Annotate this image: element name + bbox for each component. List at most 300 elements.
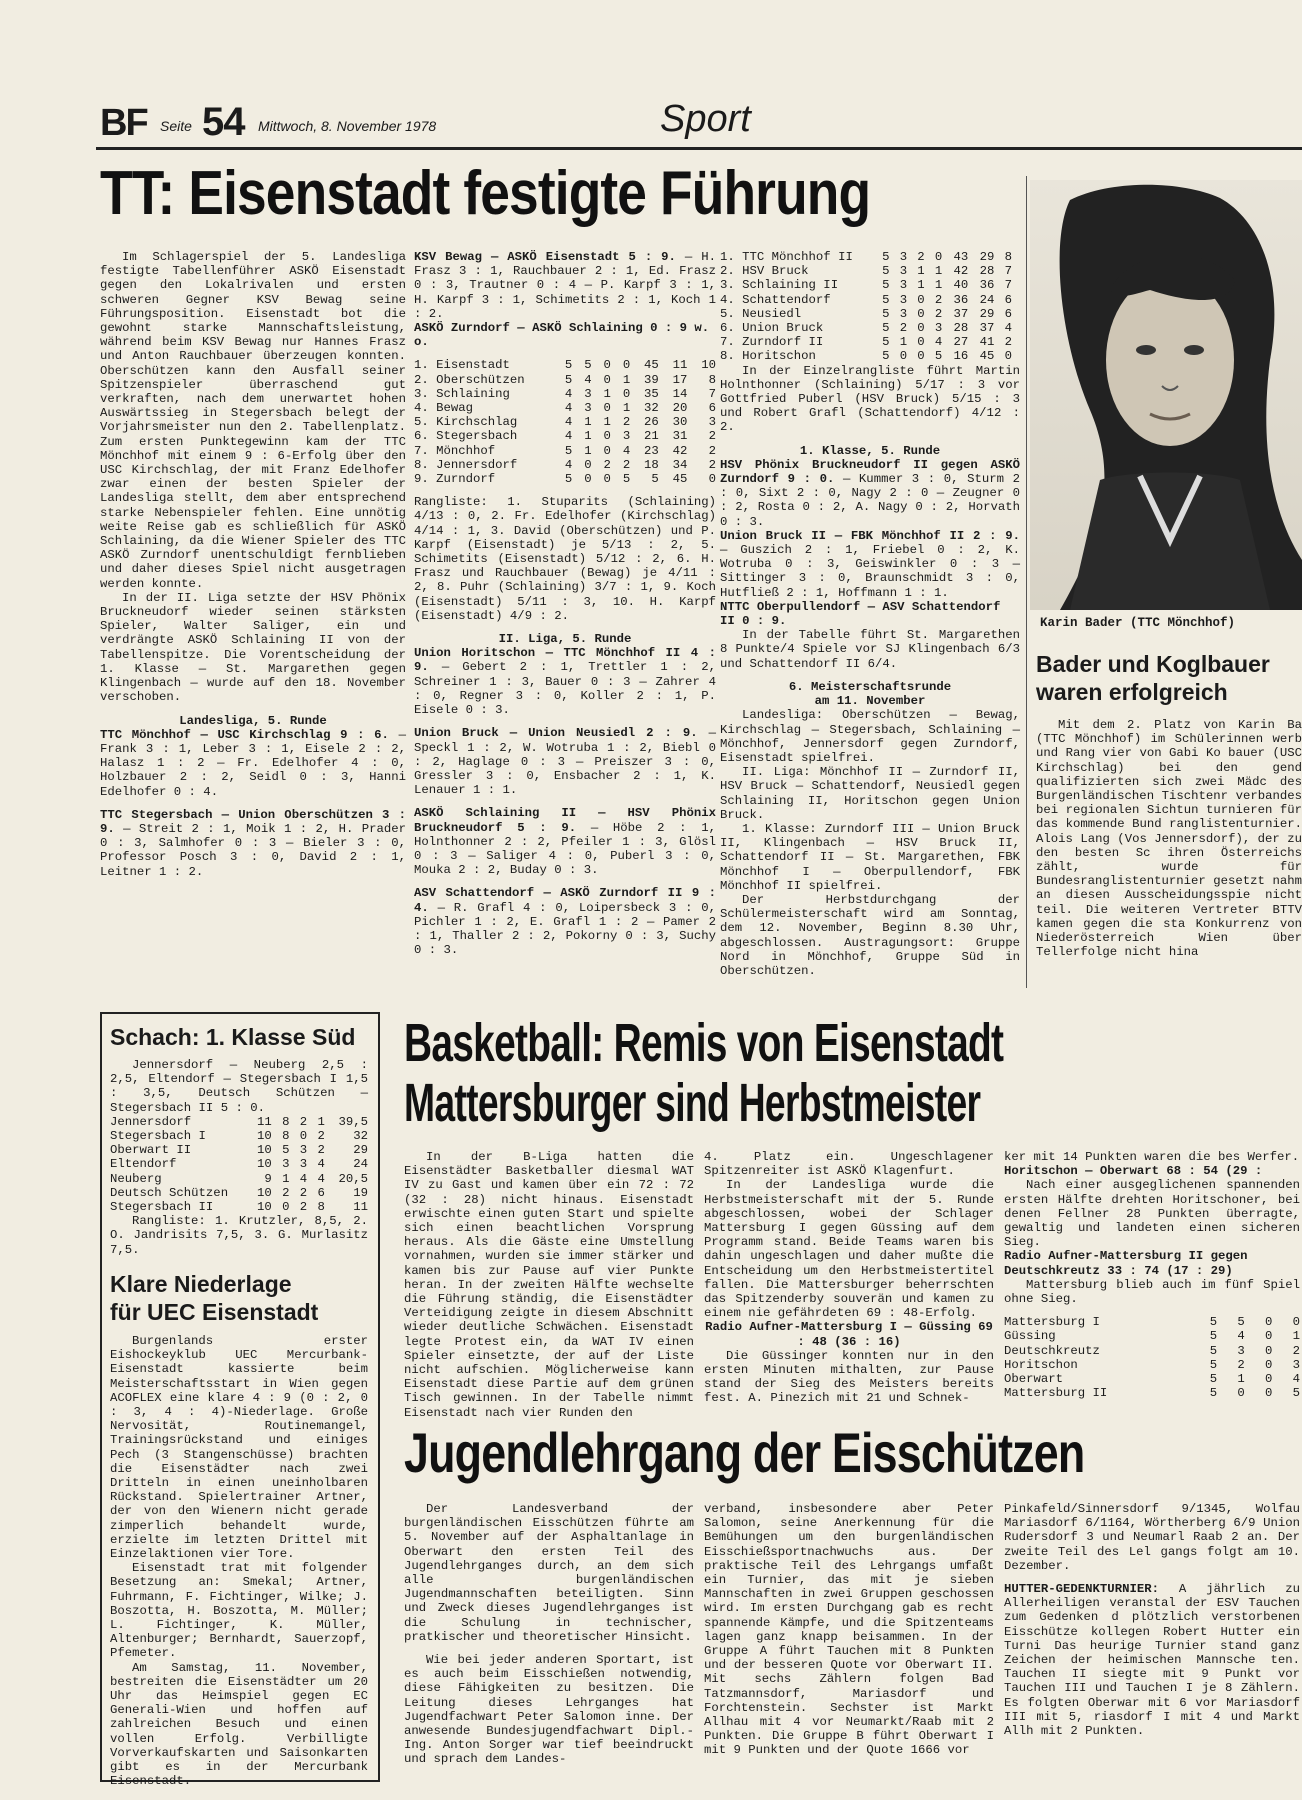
stat-cell: 1 bbox=[934, 278, 943, 293]
stat-cell: 5 bbox=[882, 306, 890, 321]
stat-cell: 0 bbox=[584, 472, 592, 487]
stat-cell: 2 bbox=[934, 292, 943, 307]
eisschuetzen-headline: Jugendlehrgang der Eisschützen bbox=[404, 1421, 1085, 1484]
team-name-cell: Deutsch Schützen bbox=[110, 1185, 229, 1200]
team-name-cell: Deutschkreutz bbox=[1004, 1343, 1100, 1358]
stat-cell: 23 bbox=[644, 443, 659, 458]
stat-cell: 4 bbox=[564, 457, 573, 472]
masthead bbox=[100, 96, 1300, 146]
stat-cell: 35 bbox=[644, 386, 659, 401]
portrait-illustration bbox=[1030, 180, 1302, 610]
stat-cell: 5 bbox=[1209, 1315, 1218, 1330]
stat-cell: 24 bbox=[979, 292, 995, 307]
stat-cell: 45 bbox=[979, 349, 995, 364]
stat-cell: 26 bbox=[644, 415, 659, 430]
tt-match-title: HSV Phönix Bruckneudorf II gegen ASKÖ Zurndorf 9 : 0. bbox=[720, 457, 1020, 487]
stat-cell: 0 bbox=[622, 386, 631, 401]
standings-row bbox=[110, 1143, 368, 1157]
stat-cell: 0 bbox=[603, 358, 611, 373]
team-name-cell: 8. Horitschon bbox=[720, 349, 816, 364]
tt-einzelrangliste: In der Einzelrangliste führt Martin Holnthonner (Schlaining) 5/17 : 3 vor Gottfried Puberl (HSV Bruck) 5/15 : 3 und Robert Grafl (Schattendorf) 4/12 : 2. bbox=[720, 363, 1020, 435]
stat-cell: 2 bbox=[708, 429, 716, 444]
stat-cell: 5 bbox=[1292, 1386, 1300, 1401]
stat-cell: 10 bbox=[257, 1185, 272, 1200]
stat-cell: 8 bbox=[282, 1129, 290, 1144]
stat-cell: 3 bbox=[934, 321, 943, 336]
tt-match-title: TTC Mönchhof — USC Kirchschlag 9 : 6. bbox=[100, 727, 389, 742]
stat-cell: 37 bbox=[979, 321, 995, 336]
standings-row bbox=[110, 1157, 368, 1171]
hockey-headline-line-2: für UEC Eisenstadt bbox=[110, 1299, 319, 1325]
tt-match-title: ASKÖ Zurndorf — ASKÖ Schlaining 0 : 9 w. o. bbox=[414, 321, 710, 350]
stat-cell: 1 bbox=[584, 443, 592, 458]
stat-cell: 4 bbox=[564, 386, 573, 401]
stat-cell: 0 bbox=[917, 321, 925, 336]
standings-row bbox=[414, 458, 716, 472]
bf-logo: BF bbox=[100, 102, 147, 144]
standings-row bbox=[720, 264, 1012, 278]
stat-cell: 4 bbox=[622, 443, 631, 458]
stat-cell: 28 bbox=[979, 264, 995, 279]
eisschuetzen-col1-p1: Der Landesverband der burgenländischen Eisschützen führte am 5. November auf der Asphaltanlage in Oberwart den ersten Teil des Jugendlehrganges durch, an dem sich alle burgenländischen Jugendmannschaften beteiligten. Sinn und Zweck dieses Jugendlehrganges ist die Schulung in technischer, pratkischer und theoretischer Hinsicht. bbox=[404, 1502, 694, 1644]
tt-landesliga-subhead: Landesliga, 5. Runde bbox=[179, 713, 327, 728]
team-name-cell: 5. Kirchschlag bbox=[414, 415, 518, 430]
stat-cell: 5 bbox=[882, 278, 890, 293]
basketball-match-title: Horitschon — Oberwart 68 : 54 (29 : bbox=[1004, 1164, 1263, 1179]
stat-cell: 39 bbox=[644, 372, 659, 387]
stat-cell: 2 bbox=[1237, 1357, 1245, 1372]
stat-cell: 1 bbox=[934, 264, 943, 279]
stat-cell: 0 bbox=[708, 472, 716, 487]
stat-cell: 1 bbox=[603, 386, 611, 401]
stat-cell: 5 bbox=[882, 292, 890, 307]
basketball-col2-p3: Die Güssinger konnten nur in den ersten Minuten mithalten, zur Pause stand der Sieg des Meisters bereits fest. A. Pinezich mit 21 und Schnek- bbox=[704, 1348, 994, 1406]
hockey-p1: Burgenlands erster Eishockeyklub UEC Mercurbank-Eisenstadt kassierte beim Meisterschaftsstart in Wien gegen ACOFLEX eine klare 4 : 9 (0 : 2, 0 : 3, 4 : 4)-Niederlage. Große Nervosität, Routinemangel, Trainingsrückstand und einiges Pech (3 Stangenschüsse) brachten die Eisenstädter nach zwei Dritteln in einen uneinholbaren Rückstand. Spielertrainer Artner, der von den Wienern nicht gerade zimperlich behandelt wurde, erzielte im letzten Drittel mit Einzelaktionen vier Tore. bbox=[110, 1334, 368, 1562]
standings-row bbox=[414, 444, 716, 458]
stat-cell: 1 bbox=[899, 335, 908, 350]
team-name-cell: Mattersburg II bbox=[1004, 1386, 1108, 1401]
eisschuetzen-column-2 bbox=[704, 1502, 994, 1758]
stat-cell: 5 bbox=[934, 349, 943, 364]
team-name-cell: 2. HSV Bruck bbox=[720, 264, 809, 279]
team-name-cell: Stegersbach II bbox=[110, 1200, 214, 1215]
stat-cell: 4 bbox=[299, 1171, 308, 1186]
stat-cell: 2 bbox=[317, 1143, 325, 1158]
team-name-cell: 7. Mönchhof bbox=[414, 443, 496, 458]
eisschuetzen-column-3 bbox=[1004, 1502, 1300, 1738]
basketball-col1-text: In der B-Liga hatten die Eisenstädter Basketballer diesmal WAT IV zu Gast und kamen über ein 72 : 72 (32 : 28) nicht hinaus. Eisenstadt erwischte einen guten Start und spielte sich einen beachtlichen Vorsprung heraus. Als die Gäste eine Umstellung vornahmen, wurden sie immer stärker und kamen bis zur Pause auf vier Punkte heran. In der zweiten Hälfte wechselte die Führung ständig, die Eisenstädter Verteidigung zeigte in diesem Abschnitt wieder deutliche Schwächen. Eisenstadt legte Protest ein, da WAT IV einen Spieler einsetzte, der auf der Liste nicht aufschien. Möglicherweise kann Eisenstadt diese Partie auf dem grünen Tisch gewinnen. In der Tabelle nimmt Eisenstadt nach vier Runden den bbox=[404, 1150, 694, 1420]
standings-row bbox=[1004, 1315, 1300, 1329]
team-name-cell: 1. TTC Mönchhof II bbox=[720, 250, 853, 264]
stat-cell: 0 bbox=[1292, 1315, 1300, 1330]
stat-cell: 5 bbox=[564, 443, 573, 458]
stat-cell: 0 bbox=[1264, 1329, 1273, 1344]
stat-cell: 6 bbox=[1004, 292, 1012, 307]
standings-row bbox=[110, 1186, 368, 1200]
stat-cell: 5 bbox=[1237, 1315, 1245, 1330]
standings-row bbox=[110, 1115, 368, 1129]
basketball-headline-line-1: Basketball: Remis von Eisenstadt bbox=[404, 1013, 1004, 1073]
stat-cell: 3 bbox=[899, 306, 908, 321]
stat-cell: 10 bbox=[701, 358, 716, 373]
hutter-subhead: HUTTER-GEDENKTURNIER: bbox=[1004, 1582, 1159, 1597]
team-name-cell: 2. Oberschützen bbox=[414, 372, 525, 387]
stat-cell: 4 bbox=[1237, 1329, 1245, 1344]
tt-match-title: ASKÖ Schlaining II — HSV Phönix Bruckneudorf 5 : 9. bbox=[414, 806, 716, 835]
standings-row bbox=[1004, 1386, 1300, 1400]
tt-match-text: — R. Grafl 4 : 0, Loipersbeck 3 : 0, Pichler 1 : 2, E. Grafl 1 : 2 — Pamer 2 : 1, Thaller 2 : 2, Pokorny 0 : 3, Suchy 0 : 3. bbox=[414, 900, 717, 958]
stat-cell: 0 bbox=[584, 457, 592, 472]
standings-row bbox=[1004, 1329, 1300, 1343]
stat-cell: 1 bbox=[1292, 1329, 1300, 1344]
stat-cell: 4 bbox=[564, 415, 573, 430]
stat-cell: 5 bbox=[1209, 1386, 1218, 1401]
chess-results: Jennersdorf — Neuberg 2,5 : 2,5, Eltendorf — Stegersbach I 1,5 : 3,5, Deutsch Schützen — Stegersbach II 5 : 0. bbox=[110, 1058, 368, 1115]
stat-cell: 0 bbox=[1004, 349, 1012, 364]
stat-cell: 14 bbox=[672, 386, 688, 401]
stat-cell: 2 bbox=[917, 250, 925, 264]
stat-cell: 7 bbox=[708, 386, 716, 401]
stat-cell: 1 bbox=[584, 429, 592, 444]
team-name-cell: 3. Schlaining II bbox=[720, 278, 839, 293]
stat-cell: 6 bbox=[317, 1185, 325, 1200]
tt-rangliste: Rangliste: 1. Stuparits (Schlaining) 4/13 : 0, 2. Fr. Edelhofer (Kirchschlag) 4/14 : 1, 3. David (Oberschützen) und P. Karpf (Eisenstadt) je 5/13 : 2, 5. Schimetits (Eisenstadt) 5/12 : 2, 6. H. Frasz und Rauchbauer (Bewag) je 4/11 : 2, 8. Puhr (Schlaining) 3/7 : 1, 9. Koch (Eisenstadt) 5/11 : 3, 10. H. Karpf (Eisenstadt) 4/9 : 2. bbox=[414, 495, 716, 623]
tt-match-title: Union Bruck — Union Neusiedl 2 : 9. bbox=[414, 726, 698, 741]
stat-cell: 45 bbox=[672, 472, 688, 487]
team-name-cell: 4. Schattendorf bbox=[720, 292, 831, 307]
stat-cell: 4 bbox=[564, 401, 573, 416]
hockey-headline bbox=[110, 1270, 318, 1326]
stat-cell: 0 bbox=[1264, 1343, 1273, 1358]
team-name-cell: Jennersdorf bbox=[110, 1114, 192, 1129]
stat-cell: 1 bbox=[603, 415, 611, 430]
stat-cell: 5 bbox=[564, 472, 573, 487]
stat-cell: 4 bbox=[1004, 321, 1012, 336]
stat-cell: 39,5 bbox=[338, 1114, 368, 1129]
eisschuetzen-col2-text: verband, insbesondere aber Peter Salomon, seine Anerkennung für die Bemühungen um den burgenländischen Eisschießsportnachwuchs aus. Der praktische Teil des Lehrgangs umfaßt ein Turnier, das mit je sieben Mannschaften in zwei Gruppen geschossen wird. Im ersten Durchgang gab es recht spannende Kämpfe, und die Spitzenteams lagen ganz knapp beisammen. In der Gruppe A führt Tauchen mit 8 Punkten und der besseren Quote vor Oberwart II. Mit sechs Zählern folgen Bad Tatzmannsdorf, Mariasdorf und Forchtenstein. Sechster ist Markt Allhau mit 4 vor Neumarkt/Raab mit 2 Punkten. Die Gruppe B führt Oberwart I mit 9 Punkten und der Quote 1666 vor bbox=[704, 1502, 994, 1758]
stat-cell: 5 bbox=[882, 335, 890, 350]
stat-cell: 5 bbox=[882, 321, 890, 336]
stat-cell: 0 bbox=[603, 443, 611, 458]
stat-cell: 2 bbox=[708, 443, 716, 458]
chess-standings-table bbox=[110, 1115, 368, 1214]
eisschuetzen-col1-p2: Wie bei jeder anderen Sportart, ist es auch beim Eisschießen notwendig, diese Fähigkeiten zu besitzen. Die Leitung dieses Lehrganges hat Jugendfachwart Peter Salomon inne. Der anwesende Bundesjugendfachwart Dipl.-Ing. Anton Sorger war tief beeindruckt und sprach dem Landes- bbox=[404, 1653, 694, 1767]
page-number: 54 bbox=[202, 100, 245, 144]
stat-cell: 1 bbox=[584, 415, 592, 430]
tt-match-text: — Kummer 3 : 0, Sturm 2 : 0, Sixt 2 : 0, Nagy 2 : 0 — Zeugner 0 : 2, Rosta 0 : 2, A. Nagy 0 : 2, Horvath 0 : 3. bbox=[720, 472, 1020, 529]
stat-cell: 6 bbox=[1004, 306, 1012, 321]
stat-cell: 3 bbox=[1292, 1357, 1300, 1372]
stat-cell: 11 bbox=[353, 1200, 368, 1215]
tt-match-text: — Guszich 2 : 1, Friebel 0 : 2, K. Wotruba 0 : 3, Geiswinkler 0 : 3 — Sittinger 3 : 0, Braunschmidt 3 : 0, Hutfließ 2 : 1, Hoffmann 1 : 1. bbox=[720, 543, 1020, 600]
stat-cell: 2 bbox=[603, 457, 611, 472]
stat-cell: 10 bbox=[257, 1200, 272, 1215]
stat-cell: 0 bbox=[603, 472, 611, 487]
team-name-cell: 8. Jennersdorf bbox=[414, 457, 518, 472]
tt-klasse1-subhead: 1. Klasse, 5. Runde bbox=[799, 443, 941, 458]
stat-cell: 0 bbox=[603, 429, 611, 444]
stat-cell: 20 bbox=[672, 401, 688, 416]
section-title: Sport bbox=[660, 98, 751, 140]
tt-match-title: NTTC Oberpullendorf — ASV Schattendorf II 0 : 9. bbox=[720, 599, 1001, 629]
stat-cell: 8 bbox=[282, 1114, 290, 1129]
stat-cell: 3 bbox=[708, 415, 716, 430]
stat-cell: 0 bbox=[1264, 1386, 1273, 1401]
team-name-cell: Güssing bbox=[1004, 1329, 1056, 1344]
bader-headline: Bader und Koglbauer waren erfolgreich bbox=[1036, 651, 1270, 705]
team-name-cell: Oberwart II bbox=[110, 1143, 192, 1158]
standings-row bbox=[720, 349, 1012, 363]
stat-cell: 3 bbox=[899, 264, 908, 279]
tt-runde-subhead: 6. Meisterschaftsrunde bbox=[788, 679, 952, 694]
hockey-p3: Am Samstag, 11. November, bestreiten die Eisenstädter um 20 Uhr das Heimspiel gegen EC Generali-Wien und hoffen auf zahlreichen Besuch und einen vollen Erfolg. Verbilligte Vorverkaufskarten und Saisonkarten gibt es in der Mercurbank Eisenstadt. bbox=[110, 1660, 368, 1789]
stat-cell: 10 bbox=[257, 1143, 272, 1158]
stat-cell: 1 bbox=[622, 372, 631, 387]
stat-cell: 34 bbox=[672, 457, 688, 472]
stat-cell: 32 bbox=[644, 401, 659, 416]
tt-match-text: — Frank 3 : 1, Leber 3 : 1, Eisele 2 : 2, Halasz 1 : 2 — Fr. Edelhofer 4 : 0, Holzbauer 2 : 2, Seidl 0 : 3, Hanni Edelhofer 0 : 4. bbox=[100, 727, 406, 799]
stat-cell: 0 bbox=[1264, 1372, 1273, 1387]
standings-row bbox=[414, 415, 716, 429]
stat-cell: 1 bbox=[282, 1171, 290, 1186]
chess-headline: Schach: 1. Klasse Süd bbox=[110, 1024, 356, 1050]
stat-cell: 3 bbox=[1237, 1343, 1245, 1358]
stat-cell: 5 bbox=[622, 472, 631, 487]
tt-klasse1-fixtures: 1. Klasse: Zurndorf III — Union Bruck II, Klingenbach — HSV Bruck II, Schattendorf II — St. Margarethen, FBK Mönchhof I — Oberpullendorf, FBK Mönchhof II spielfrei. bbox=[720, 821, 1020, 893]
basketball-standings-table bbox=[1004, 1315, 1300, 1400]
stat-cell: 42 bbox=[953, 264, 969, 279]
stat-cell: 4 bbox=[584, 372, 592, 387]
stat-cell: 19 bbox=[353, 1185, 368, 1200]
basketball-column-1 bbox=[404, 1150, 694, 1420]
stat-cell: 3 bbox=[584, 386, 592, 401]
basketball-col3-p3: Mattersburg blieb auch im fünf Spiel ohne Sieg. bbox=[1004, 1277, 1300, 1307]
stat-cell: 3 bbox=[899, 278, 908, 293]
tt-match-text: — Streit 2 : 1, Moik 1 : 2, H. Prader 0 : 3, Salmhofer 0 : 3 — Bieler 3 : 0, Professor Posch 3 : 0, David 2 : 1, Leitner 1 : 2. bbox=[100, 821, 406, 879]
tt-match-title: ASV Schattendorf — ASKÖ Zurndorf II 9 : 4. bbox=[414, 886, 716, 915]
team-name-cell: Oberwart bbox=[1004, 1372, 1064, 1387]
stat-cell: 0 bbox=[282, 1200, 290, 1215]
stat-cell: 0 bbox=[917, 349, 925, 364]
basketball-match-title: Radio Aufner-Mattersburg I — Güssing 69 : 48 (36 : 16) bbox=[705, 1320, 993, 1349]
chess-rangliste: Rangliste: 1. Krutzler, 8,5, 2. O. Jandrisits 7,5, 3. G. Murlasitz 7,5. bbox=[110, 1214, 368, 1257]
tt-landesliga-fixtures: Landesliga: Oberschützen — Bewag, Kirchschlag — Stegersbach, Schlaining — Mönchhof, Jennersdorf gegen Zurndorf, Eisenstadt spielfrei. bbox=[720, 708, 1020, 765]
hockey-p2: Eisenstadt trat mit folgender Besetzung an: Smekal; Artner, Fuhrmann, F. Fichtinger, Wilke; J. Boszotta, H. Boszotta, M. Müller; L. Fichtinger, K. Müller, Altenburger; Bernhardt, Sauerzopf, Pfemeter. bbox=[110, 1561, 368, 1661]
masthead-rule bbox=[96, 147, 1302, 150]
tt-liga2-fixtures: II. Liga: Mönchhof II — Zurndorf II, HSV Bruck — Schattendorf, Neusiedl gegen Schlaining II, Horitschon gegen Union Bruck. bbox=[720, 765, 1020, 822]
stat-cell: 2 bbox=[282, 1185, 290, 1200]
stat-cell: 2 bbox=[299, 1185, 308, 1200]
stat-cell: 2 bbox=[299, 1114, 308, 1129]
stat-cell: 4 bbox=[317, 1157, 325, 1172]
team-name-cell: 5. Neusiedl bbox=[720, 306, 802, 321]
stat-cell: 2 bbox=[317, 1129, 325, 1144]
standings-row bbox=[110, 1172, 368, 1186]
stat-cell: 11 bbox=[672, 358, 688, 373]
stat-cell: 5 bbox=[564, 358, 573, 373]
standings-row bbox=[720, 321, 1012, 335]
stat-cell: 1 bbox=[317, 1114, 325, 1129]
stat-cell: 7 bbox=[1004, 278, 1012, 293]
tt-runde-date: am 11. November bbox=[814, 694, 926, 709]
stat-cell: 32 bbox=[353, 1129, 368, 1144]
stat-cell: 18 bbox=[644, 457, 659, 472]
stat-cell: 5 bbox=[1209, 1357, 1218, 1372]
eisschuetzen-col3-p2: A jährlich zu Allerheiligen veranstal der ESV Tauchen zum Gedenken d plötzlich verstorbenen Eisschütze kollegen Robert Hutter ein Turni Das heurige Turnier stand ganz Zeichen der heimischen Mannsche ten. Tauchen II siegte mit 9 Punkt vor Tauchen III und Tauchen I je 8 Zählern. Es folgten Oberwar mit 6 vor Mariasdorf III mit 5, riasdorf I mit 4 und Markt Allh mit 2 Punkten. bbox=[1004, 1582, 1300, 1739]
stat-cell: 3 bbox=[622, 429, 631, 444]
stat-cell: 43 bbox=[953, 250, 969, 264]
basketball-col2-p2: In der Landesliga wurde die Herbstmeisterschaft mit der 5. Runde abgeschlossen, wobei der Schlager Mattersburg I gegen Güssing auf dem Programm stand. Beide Teams waren bis dahin ungeschlagen und daher mußte die Entscheidung um den Herbstmeistertitel fallen. Die Mattersburger beherrschten das Spitzenderby souverän und kamen zu einem nie gefährdeten 69 : 48-Erfolg. bbox=[704, 1178, 994, 1321]
stat-cell: 42 bbox=[672, 443, 688, 458]
standings-row bbox=[720, 278, 1012, 292]
team-name-cell: 3. Schlaining bbox=[414, 386, 510, 401]
standings-row bbox=[1004, 1358, 1300, 1372]
tt-match-title: KSV Bewag — ASKÖ Eisenstadt 5 : 9. bbox=[414, 250, 676, 264]
tt-column-3 bbox=[720, 250, 1020, 978]
stat-cell: 2 bbox=[899, 321, 908, 336]
stat-cell: 36 bbox=[979, 278, 995, 293]
tt-liga2-paragraph: In der II. Liga setzte der HSV Phönix Bruckneudorf wieder seinen stärksten Spieler, Walter Saliger, ein und verdrängte ASKÖ Schlaining II von der Tabellenspitze. Die Vorentscheidung der 1. Klasse — St. Margarethen gegen Klingenbach — wurde auf den 18. November verschoben. bbox=[100, 590, 406, 705]
stat-cell: 1 bbox=[917, 278, 925, 293]
team-name-cell: 4. Bewag bbox=[414, 401, 474, 416]
stat-cell: 5 bbox=[584, 358, 592, 373]
basketball-column-2 bbox=[704, 1150, 994, 1406]
stat-cell: 2 bbox=[934, 306, 943, 321]
stat-cell: 24 bbox=[353, 1157, 368, 1172]
team-name-cell: Mattersburg I bbox=[1004, 1315, 1100, 1330]
stat-cell: 3 bbox=[584, 401, 592, 416]
team-name-cell: 1. Eisenstadt bbox=[414, 358, 510, 373]
stat-cell: 0 bbox=[1264, 1357, 1273, 1372]
stat-cell: 40 bbox=[953, 278, 969, 293]
stat-cell: 2 bbox=[1292, 1343, 1300, 1358]
stat-cell: 0 bbox=[299, 1129, 308, 1144]
stat-cell: 1 bbox=[622, 401, 631, 416]
tt-match-text: — Höbe 2 : 1, Holnthonner 2 : 2, Pfeiler 1 : 3, Glösl 0 : 3 — Saliger 4 : 0, Puberl 3 : 0, Mouka 2 : 2, Buday 0 : 3. bbox=[414, 820, 716, 878]
tt-match-title: Union Bruck II — FBK Mönchhof II 2 : 9. bbox=[720, 528, 1020, 543]
stat-cell: 9 bbox=[264, 1171, 272, 1186]
standings-row bbox=[110, 1129, 368, 1143]
stat-cell: 0 bbox=[1264, 1315, 1273, 1330]
team-name-cell: Eltendorf bbox=[110, 1157, 177, 1172]
standings-row bbox=[414, 373, 716, 387]
stat-cell: 2 bbox=[622, 457, 631, 472]
team-name-cell: Neuberg bbox=[110, 1171, 162, 1186]
hockey-headline-line-1: Klare Niederlage bbox=[110, 1271, 292, 1297]
stat-cell: 8 bbox=[708, 372, 716, 387]
standings-row bbox=[414, 472, 716, 486]
stat-cell: 11 bbox=[257, 1114, 272, 1129]
stat-cell: 4 bbox=[934, 335, 943, 350]
team-name-cell: 6. Stegersbach bbox=[414, 429, 518, 444]
stat-cell: 31 bbox=[672, 429, 688, 444]
team-name-cell: 7. Zurndorf II bbox=[720, 335, 824, 350]
stat-cell: 10 bbox=[257, 1129, 272, 1144]
stat-cell: 29 bbox=[979, 250, 995, 264]
stat-cell: 8 bbox=[317, 1200, 325, 1215]
landesliga-standings-table bbox=[414, 358, 716, 486]
stat-cell: 0 bbox=[603, 372, 611, 387]
tt-column-1 bbox=[100, 250, 406, 879]
stat-cell: 3 bbox=[282, 1157, 290, 1172]
stat-cell: 37 bbox=[953, 306, 969, 321]
stat-cell: 0 bbox=[934, 250, 943, 264]
stat-cell: 7 bbox=[1004, 264, 1012, 279]
tt-tabelle-note: In der Tabelle führt St. Margarethen 8 Punkte/4 Spiele vor SJ Klingenbach 6/3 und Schattendorf II 6/4. bbox=[720, 628, 1020, 671]
team-name-cell: Horitschon bbox=[1004, 1357, 1078, 1372]
stat-cell: 29 bbox=[979, 306, 995, 321]
basketball-col3-p2: Nach einer ausgeglichenen spannenden ersten Hälfte drehten Horitschoner, bei denen Fellner 28 Punkten überragte, gewaltig und landeten einen sicheren Sieg. bbox=[1004, 1178, 1300, 1250]
tt-match-text: — H. Frasz 3 : 1, Rauchbauer 2 : 1, Ed. Frasz 0 : 3, Trautner 0 : 4 — P. Karpf 3 : 1, H. Karpf 3 : 1, Schimetits 2 : 1, Koch 1 : 2. bbox=[414, 250, 716, 321]
stat-cell: 4 bbox=[564, 429, 573, 444]
stat-cell: 8 bbox=[1004, 250, 1012, 264]
standings-row bbox=[414, 387, 716, 401]
standings-row bbox=[720, 307, 1012, 321]
stat-cell: 5 bbox=[1209, 1329, 1218, 1344]
stat-cell: 17 bbox=[672, 372, 688, 387]
stat-cell: 5 bbox=[564, 372, 573, 387]
stat-cell: 3 bbox=[299, 1157, 308, 1172]
tt-match-title: TTC Stegersbach — Union Oberschützen 3 : 9. bbox=[100, 807, 406, 836]
stat-cell: 29 bbox=[353, 1143, 368, 1158]
eisschuetzen-col3-p1: Pinkafeld/Sinnersdorf 9/1345, Wolfau Mariasdorf 6/1164, Wörtherberg 6/9 Union Rudersdorf 3 und Neumarl Raab 2 an. Der zweite Teil des Lel gangs folgt am 10. Dezember. bbox=[1004, 1502, 1300, 1573]
basketball-column-3 bbox=[1004, 1150, 1300, 1400]
stat-cell: 5 bbox=[282, 1143, 290, 1158]
tt-column-2 bbox=[414, 250, 716, 957]
stat-cell: 1 bbox=[1237, 1372, 1245, 1387]
team-name-cell: Stegersbach I bbox=[110, 1129, 206, 1144]
stat-cell: 5 bbox=[1209, 1343, 1218, 1358]
stat-cell: 5 bbox=[882, 349, 890, 364]
team-name-cell: 9. Zurndorf bbox=[414, 472, 496, 487]
team-name-cell: 6. Union Bruck bbox=[720, 321, 824, 336]
stat-cell: 5 bbox=[882, 250, 890, 264]
stat-cell: 3 bbox=[899, 292, 908, 307]
stat-cell: 0 bbox=[603, 401, 611, 416]
bader-text: Mit dem 2. Platz von Karin Ba (TTC Mönchhof) im Schülerinnen werb und Rang vier von Gabi Ko bauer (USC Kirchschlag) bei den gend qualifizierten sich zwei Mädc des Burgenländischen Tischtenr verbandes bei regionalen Sichtun turnieren für das kommende Bund ranglistenturnier. Alois Lang (Vos Jennersdorf), der zu den besten Sc ihren Österreichs zählt, wurde für Bundesranglistenturnier gesetzt nahm an diesen Ausscheidungsspie nicht teil. Die weiteren Vertreter BTTV kamen gegen die sta Konkurrenz von Niederösterreich Wien über Tellerfolge nicht hina bbox=[1036, 718, 1302, 960]
standings-row bbox=[720, 335, 1012, 349]
basketball-col3-p1: ker mit 14 Punkten waren die bes Werfer. bbox=[1004, 1150, 1300, 1164]
stat-cell: 30 bbox=[672, 415, 688, 430]
stat-cell: 2 bbox=[1004, 335, 1012, 350]
page-label: Seite bbox=[160, 118, 192, 134]
karin-bader-photo bbox=[1030, 180, 1302, 610]
eisschuetzen-column-1 bbox=[404, 1502, 694, 1767]
stat-cell: 41 bbox=[979, 335, 995, 350]
basketball-col2-p1: 4. Platz ein. Ungeschlagener Spitzenreiter ist ASKÖ Klagenfurt. bbox=[704, 1150, 994, 1179]
standings-row bbox=[720, 250, 1012, 264]
tt-intro-paragraph: Im Schlagerspiel der 5. Landesliga festigte Tabellenführer ASKÖ Eisenstadt gegen den Lokalrivalen und ersten schweren Gegner KSV Bewag seine Führungsposition. Eisenstadt bot die gewohnt starke Mannschaftsleistung, während beim KSV Bewag nur Hannes Frasz und Anton Rauchbauer überzeugen konnten. Oberschützen kann den Ausfall seiner Spitzenspieler überraschend gut verkraften, nach dem unerwartet hohen Auswärtssieg in Stegersbach belegt der Vorjahrsmeister nun den 2. Tabellenplatz. Zum ersten Punktegewinn kam der TTC Mönchhof mit einem 9 : 6-Erfolg über den USC Kirchschlag, der mit Franz Edelhofer zwar einen der besten Spieler der Landesliga stellt, dem aber entsprechend starke Nebenspieler fehlen. Eine unnötig weite Reise gab es schließlich für ASKÖ Schlaining, da die Wiener Spieler des TTC ASKÖ Zurndorf unentschuldigt fernblieben und daher dieses Spiel nicht ausgetragen werden konnte. bbox=[100, 250, 406, 591]
stat-cell: 2 bbox=[299, 1200, 308, 1215]
stat-cell: 27 bbox=[953, 335, 969, 350]
basketball-match-title: Radio Aufner-Mattersburg II gegen Deutschkreutz 33 : 74 (17 : 29) bbox=[1004, 1249, 1248, 1278]
column-rule bbox=[1026, 176, 1027, 988]
photo-caption: Karin Bader (TTC Mönchhof) bbox=[1040, 616, 1236, 630]
tt-match-text: — Speckl 1 : 2, W. Wotruba 1 : 2, Biebl 0 : 2, Haglage 0 : 3 — Preiszer 3 : 0, Gressler 3 : 0, Ensbacher 2 : 1, K. Lenauer 1 : 1. bbox=[414, 726, 716, 798]
standings-row bbox=[110, 1200, 368, 1214]
stat-cell: 0 bbox=[917, 292, 925, 307]
tt-liga2-subhead: II. Liga, 5. Runde bbox=[498, 632, 632, 647]
tt-schueler-note: Der Herbstdurchgang der Schülermeisterschaft wird am Sonntag, dem 12. November, Beginn 8.30 Uhr, abgeschlossen. Austragungsort: Gruppe Nord in Mönchhof, Gruppe Süd in Oberschützen. bbox=[720, 892, 1020, 978]
stat-cell: 3 bbox=[899, 250, 908, 264]
stat-cell: 36 bbox=[953, 292, 969, 307]
tt-headline: TT: Eisenstadt festigte Führung bbox=[100, 159, 871, 228]
standings-row bbox=[414, 358, 716, 372]
hockey-column bbox=[110, 1334, 368, 1789]
stat-cell: 2 bbox=[622, 415, 631, 430]
standings-row bbox=[1004, 1344, 1300, 1358]
stat-cell: 20,5 bbox=[338, 1171, 368, 1186]
